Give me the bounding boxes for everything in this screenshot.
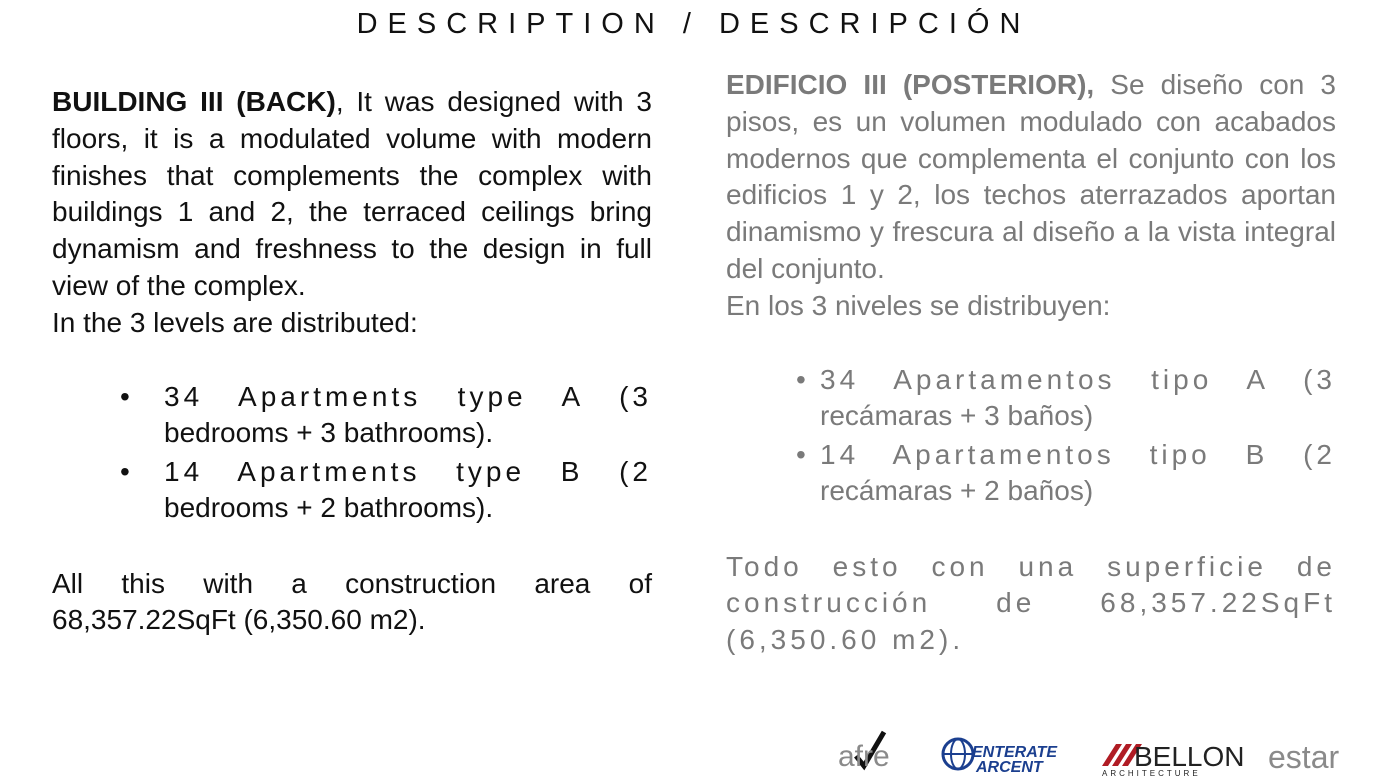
english-area-text: All this with a construction area of 68,357.22SqFt (6,350.60 m2). — [52, 567, 652, 636]
afre-logo-text: afre — [838, 740, 890, 773]
list-item — [120, 379, 652, 451]
list-item-line2: bedrooms + 3 bathrooms). — [164, 416, 494, 448]
list-item — [120, 454, 652, 526]
partner-logos — [836, 726, 1387, 780]
architecture-text: ARCHITECTURE — [1102, 769, 1201, 778]
english-levels-text: In the 3 levels are distributed: — [52, 306, 418, 338]
list-item-line1: 34 Apartamentos tipo A (3 — [820, 363, 1336, 395]
afre-logo — [838, 732, 890, 773]
english-intro-paragraph — [52, 84, 652, 305]
spanish-description — [726, 67, 1336, 659]
estar-logo: estar — [1268, 739, 1340, 775]
page-title: DESCRIPTION / DESCRIPCIÓN — [356, 8, 1031, 40]
enterate-arcent-logo — [943, 739, 1058, 776]
bullet-icon: • — [796, 438, 806, 470]
bullet-icon: • — [120, 380, 130, 412]
english-description — [52, 84, 652, 639]
bullet-icon: • — [796, 363, 806, 395]
spanish-area-text: Todo esto con una superficie de construcción de 68,357.22SqFt (6,350.60 m2). — [726, 550, 1336, 656]
spanish-intro-paragraph — [726, 67, 1336, 288]
list-item — [796, 437, 1336, 509]
english-intro-text: , It was designed with 3 floors, it is a modulated volume with modern finishes that complements the complex with buildings 1 and 2, the terraced ceilings bring dynamism and freshness to the design in full view of the complex. — [52, 86, 652, 301]
english-apartment-list — [52, 379, 652, 526]
bullet-icon: • — [120, 455, 130, 487]
spanish-levels-text: En los 3 niveles se distribuyen: — [726, 289, 1111, 321]
spanish-apartment-list — [726, 362, 1336, 509]
english-heading: BUILDING III (BACK) — [52, 86, 336, 117]
list-item-line1: 14 Apartments type B (2 — [164, 455, 652, 487]
list-item-line1: 14 Apartamentos tipo B (2 — [820, 438, 1336, 470]
enterate-text: ENTERATE — [972, 744, 1058, 761]
list-item-line2: recámaras + 2 baños) — [820, 474, 1094, 506]
spanish-heading: EDIFICIO III (POSTERIOR), — [726, 69, 1095, 100]
bellon-text: BELLON — [1134, 741, 1245, 772]
list-item-line1: 34 Apartments type A (3 — [164, 380, 652, 412]
list-item-line2: bedrooms + 2 bathrooms). — [164, 491, 494, 523]
arcent-text: ARCENT — [976, 759, 1043, 776]
list-item-line2: recámaras + 3 baños) — [820, 399, 1094, 431]
spanish-intro-text: Se diseño con 3 pisos, es un volumen modulado con acabados modernos que complementa el conjunto con los edificios 1 y 2, los techos aterrazados aportan dinamismo y frescura al diseño a la vista integral del conjunto. — [726, 69, 1336, 284]
list-item — [796, 362, 1336, 434]
bellon-logo — [1102, 741, 1245, 778]
